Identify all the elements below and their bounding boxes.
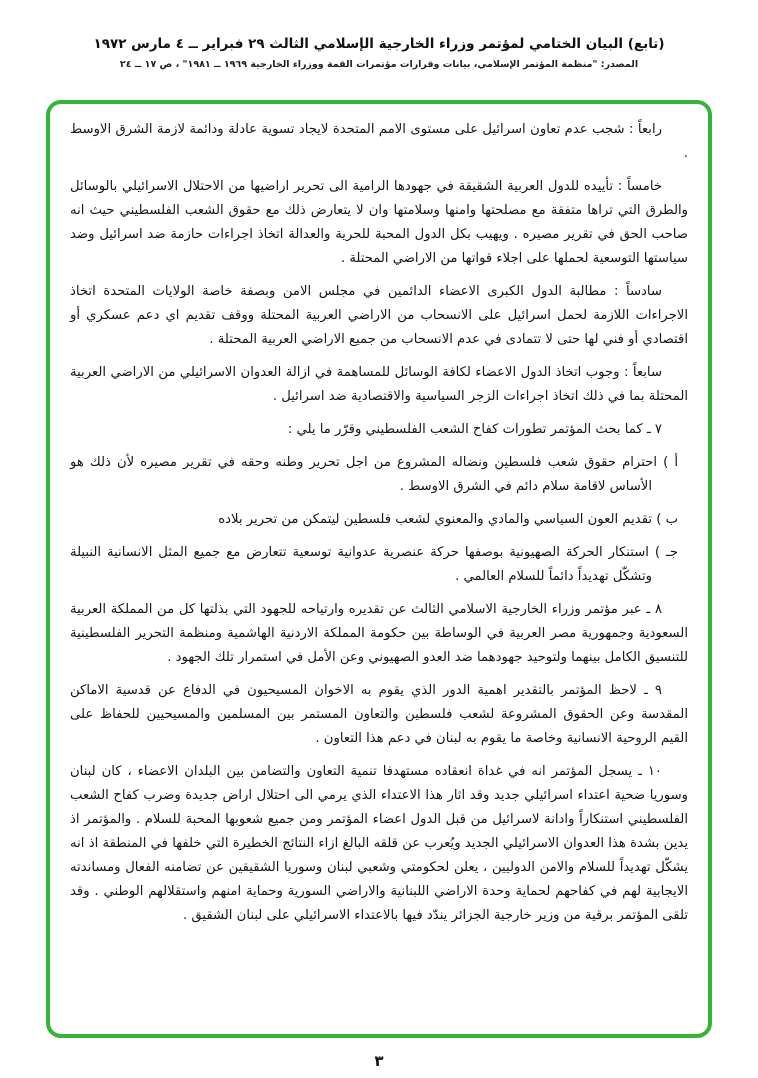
communique-body — [70, 118, 688, 928]
page-number: ٣ — [374, 1052, 384, 1070]
paragraph-item-7-intro: ٧ ـ كما بحث المؤتمر تطورات كفاح الشعب الفلسطيني وقرّر ما يلي : — [287, 422, 662, 437]
paragraph-subitem-a: أ ) احترام حقوق شعب فلسطين ونضاله المشروع من اجل تحرير وطنه وحقه في تقرير مصيره لأن ذلك هو الأساس لاقامة سلام دائم في الشرق الاوسط . — [70, 455, 678, 494]
paragraph-fifth-clause: خامساً : تأييده للدول العربية الشقيقة في جهودها الرامية الى تحرير اراضيها من الاحتلال الاسرائيلي بالوسائل والطرق التي تراها متفقة مع مصلحتها وامنها وسلامتها وان لا يتعارض ذلك مع حقوق الشعب الفلسطيني حيث انه صاحب الحق في تقرير مصيره . ويهيب بكل الدول المحبة للحرية والعدالة اتخاذ اجراءات حازمة ضد اسرائيل وضد سياستها التوسعية لحملها على اجلاء قواتها من الاراضي المحتلة . — [70, 179, 688, 266]
document-source-citation: المصدر: "منظمة المؤتمر الإسلامي، بيانات وقرارات مؤتمرات القمة ووزراء الخارجية ١٩٦٩ ــ ١٩٨١" ، ص ١٧ ــ ٢٤ — [119, 59, 639, 70]
paragraph-sixth-clause: سادساً : مطالبة الدول الكبرى الاعضاء الدائمين في مجلس الامن وبصفة خاصة الولايات المتحدة اتخاذ الاجراءات اللازمة لحمل اسرائيل على الانسحاب من الاراضي العربية المحتلة ووقف تقديم اي دعم عسكري أو اقتصادي أو فني لها حتى لا تتمادى في عدم الانسحاب من جميع الاراضي العربية المحتلة . — [70, 284, 688, 347]
document-title: (تابع) البيان الختامي لمؤتمر وزراء الخارجية الإسلامي الثالث ٢٩ فبراير ــ ٤ مارس ١٩٧٢ — [93, 36, 665, 52]
paragraph-item-10: ١٠ ـ يسجل المؤتمر انه في غداة انعقاده مستهدفا تنمية التعاون والتضامن بين البلدان الاعضاء ، كان لبنان وسوريا ضحية اعتداء اسرائيلي جديد وقد اثار هذا الاعتداء الذي يرمي الى احتلال اراض جديدة وضرب كفاح الشعب الفلسطيني استنكاراً وادانة لاسرائيل من قبل الدول اعضاء المؤتمر ومن جميع شعوبها المحبة للسلام . والمؤتمر اذ يدين بشدة هذا العدوان الاسرائيلي الجديد ويُعرب عن قلقه البالغ ازاء النتائج الخطيرة التي خلفها في المنطقة اذ انه يشكّل تهديداً للسلام والامن الدوليين ، يعلن لحكومتي وشعبي لبنان وسوريا الشقيقين عن تضامنه الفعال ومساندته الايجابية لهم في كفاحهم لحماية وحدة الاراضي اللبنانية والاراضي السورية وحماية امنهم واستقلالهم الوطني . وقد تلقى المؤتمر برقية من وزير خارجية الجزائر يندّد فيها بالاعتداء الاسرائيلي على لبنان الشقيق . — [70, 764, 688, 923]
paragraph-item-8: ٨ ـ عبر مؤتمر وزراء الخارجية الاسلامي الثالث عن تقديره وارتياحه للجهود التي بذلتها كل من المملكة العربية السعودية وجمهورية مصر العربية في الوساطة بين حكومة المملكة الاردنية الهاشمية ومنظمة التحرير الفلسطينية للتنسيق الكامل بينهما ولتوحيد جهودهما ضد العدو الصهيوني وعن الأمل في استمرار تلك الجهود . — [70, 602, 688, 665]
paragraph-subitem-b: ب ) تقديم العون السياسي والمادي والمعنوي لشعب فلسطين ليتمكن من تحرير بلاده — [218, 512, 678, 527]
document-header — [0, 0, 758, 70]
paragraph-fourth-clause: رابعاً : شجب عدم تعاون اسرائيل على مستوى الامم المتحدة لايجاد تسوية عادلة ودائمة لازمة الشرق الاوسط . — [70, 122, 688, 161]
green-border-frame — [46, 100, 712, 1038]
paragraph-item-9: ٩ ـ لاحظ المؤتمر بالتقدير اهمية الدور الذي يقوم به الاخوان المسيحيون في الدفاع عن قدسية الاماكن المقدسة وعن الحقوق المشروعة لشعب فلسطين والتعاون المستمر بين المسلمين والمسيحيين للحفاظ على القيم الروحية الانسانية وخاصة ما يقوم به لبنان في دعم هذا التعاون . — [70, 683, 688, 746]
paragraph-subitem-j: جـ ) استنكار الحركة الصهيونية بوصفها حركة عنصرية عدوانية توسعية تتعارض مع جميع المثل الانسانية النبيلة وتشكّل تهديداً دائماً للسلام العالمي . — [70, 545, 678, 584]
paragraph-seventh-clause: سابعاً : وجوب اتخاذ الدول الاعضاء لكافة الوسائل للمساهمة في ازالة العدوان الاسرائيلي من الاراضي العربية المحتلة بما في ذلك اتخاذ اجراءات الزجر السياسية والاقتصادية ضد اسرائيل . — [70, 365, 688, 404]
